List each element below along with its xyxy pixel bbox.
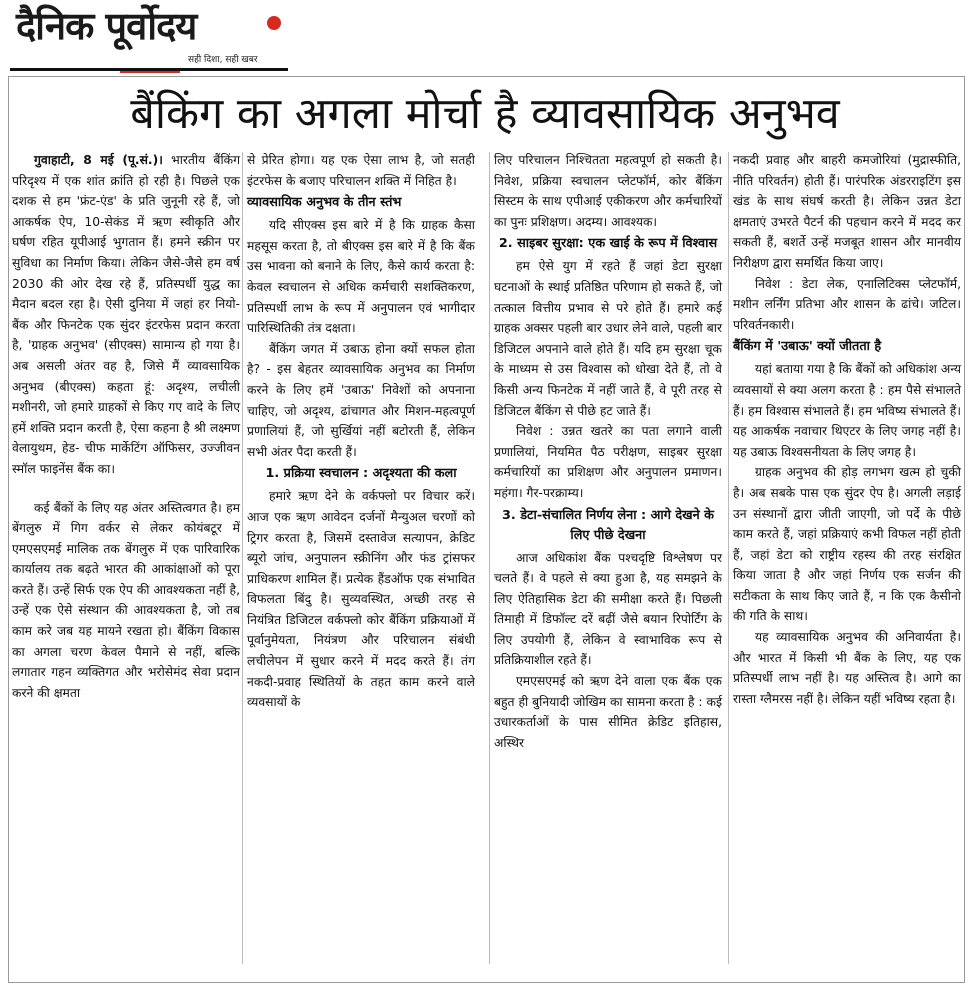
subheading: बैंकिंग में 'उबाऊ' क्यों जीतता है [733,339,882,355]
paragraph: कई बैंकों के लिए यह अंतर अस्तित्वगत है। हम बेंगलुरु में गिग वर्कर से लेकर कोयंबटूर में एमएसएमई मालिक तक बेंगलुरु में एक पारिवारिक कार्यालय तक बढ़ते भारत की आकांक्षाओं को पूरा करते हैं। उन्हें सिर्फ एक ऐप की आवश्यकता नहीं है, उन्हें एक ऐसे संस्थान की आवश्यकता है, जो तब काम करे जब यह मायने रखता हो। बैंकिंग विकास का अगला चरण केवल पैमाने से नहीं, बल्कि लगातार गहन व्यक्तिगत और भरोसेमंद सेवा प्रदान करने की क्षमता [12,500,240,700]
subheading: 2. साइबर सुरक्षा: एक खाई के रूप में विश्वास [498,236,718,252]
article-column-2 [247,150,475,713]
paragraph: नकदी प्रवाह और बाहरी कमजोरियां (मुद्रास्फीति, नीति परिवर्तन) होती हैं। पारंपरिक अंडरराइटिंग इस खंड के साथ संघर्ष करती है। लेकिन उन्नत डेटा क्षमताएं उभरते पैटर्न की पहचान करने में मदद कर सकती हैं, बशर्ते उन्हें मजबूत शासन और मानवीय निरीक्षण द्वारा समर्थित किया जाए। [733,153,961,270]
article-column-3 [494,150,722,753]
paragraph: निवेश : उन्नत खतरे का पता लगाने वाली प्रणालियां, नियमित पैठ परीक्षण, साइबर सुरक्षा कर्मचारियों का प्रशिक्षण और अनुपालन प्रमाणन। महंगा। गैर-परक्राम्य। [494,424,722,500]
paragraph: यहां बताया गया है कि बैंकों को अधिकांश अन्य व्यवसायों से क्या अलग करता है : हम पैसे संभालते हैं। हम विश्वास संभालते हैं। हम भविष्य संभालते हैं। यह आकर्षक नवाचार थिएटर के लिए जगह नहीं है। यह उबाऊ विश्वसनीयता के लिए जगह है। [733,362,961,459]
article-headline: बैंकिंग का अगला मोर्चा है व्यावसायिक अनुभव [130,89,840,139]
column-divider [242,152,243,964]
column-divider [728,152,729,964]
subheading: 1. प्रक्रिया स्वचालन : अदृश्यता की कला [265,466,457,482]
paragraph: से प्रेरित होगा। यह एक ऐसा लाभ है, जो सतही इंटरफेस के बजाए परिचालन शक्ति में निहित है। [247,153,475,188]
paragraph: निवेश : डेटा लेक, एनालिटिक्स प्लेटफॉर्म, मशीन लर्निंग प्रतिभा और शासन के ढांचे। जटिल। परिवर्तनकारी। [733,276,961,332]
paragraph: ग्राहक अनुभव की होड़ लगभग खत्म हो चुकी है। अब सबके पास एक सुंदर ऐप है। अगली लड़ाई उन संस्थानों द्वारा जीती जाएगी, जो पर्दे के पीछे काम करते हैं, जहां प्रक्रियाएं कभी विफल नहीं होती हैं, जहां डेटा को राष्ट्रीय रहस्य की तरह संरक्षित किया जाता है और जहां निर्णय एक सर्जन की सटीकता के साथ किए जाते हैं, न कि एक कैसीनो की गति के साथ। [733,465,961,624]
masthead-accent-rule [120,71,180,73]
masthead-logo: दैनिक पूर्वोदय [16,4,197,48]
dateline: गुवाहाटी, 8 मई (पू.सं.)। [34,153,163,167]
subheading: 3. डेटा-संचालित निर्णय लेना : आगे देखने के लिए पीछे देखना [501,507,715,543]
masthead-tagline: सही दिशा, सही खबर [188,55,258,65]
paragraph: भारतीय बैंकिंग परिदृश्य में एक शांत क्रांति हो रही है। पिछले एक दशक से हम 'फ्रंट-एंड' के प्रति जुनूनी रहे हैं, जो आकर्षक ऐप, 10-सेकंड में ऋण स्वीकृति और घर्षण रहित यूपीआई भुगतान हैं। हमने स्क्रीन पर सुविधा का निर्माण किया। लेकिन जैसे-जैसे हम वर्ष 2030 की ओर देख रहे हैं, प्रतिस्पर्धी युद्ध का मैदान बदल रहा है। ऐसी दुनिया में जहां हर नियो-बैंक और फिनटेक एक सुंदर इंटरफेस प्रदान करता है, 'ग्राहक अनुभव' (सीएक्स) सामान्य हो गया है। अब असली अंतर वह है, जिसे मैं व्यावसायिक अनुभव (बीएक्स) कहता हूं: अदृश्य, लचीली मशीनरी, जो हमारे ग्राहकों से किए गए वादे के लिए हमें शक्ति प्रदान करती है, ऐसा कहना है श्री लक्ष्मण वेलायुथम, हेड- चीफ मार्केटिंग ऑफिसर, उज्जीवन स्मॉल फाइनेंस बैंक का। [12,153,241,476]
logo-dot-icon [267,16,281,30]
paragraph: लिए परिचालन निश्चितता महत्वपूर्ण हो सकती है। निवेश, प्रक्रिया स्वचालन प्लेटफॉर्म, कोर बैंकिंग सिस्टम के साथ एपीआई एकीकरण और कर्मचारियों का पुनः प्रशिक्षण। अदम्य। आवश्यक। [494,153,722,229]
paragraph: बैंकिंग जगत में उबाऊ होना क्यों सफल होता है? - इस बेहतर व्यावसायिक अनुभव का निर्माण करने के लिए हमें 'उबाऊ' निवेशों को अपनाना चाहिए, जो अदृश्य, ढांचागत और मिशन-महत्वपूर्ण प्रणालियां हैं, जो सुर्खियां नहीं बटोरती हैं, लेकिन सभी अंतर पैदा करती हैं। [247,341,475,459]
paragraph: हमारे ऋण देने के वर्कफ्लो पर विचार करें। आज एक ऋण आवेदन दर्जनों मैन्युअल चरणों को ट्रिगर करता है, जिसमें दस्तावेज सत्यापन, क्रेडिट ब्यूरो जांच, अनुपालन स्क्रीनिंग और फंड ट्रांसफर प्राधिकरण शामिल हैं। प्रत्येक हैंडऑफ एक संभावित विफलता बिंदु है। सुव्यवस्थित, अच्छी तरह से नियंत्रित डिजिटल वर्कफ्लो कोर बैंकिंग प्रक्रियाओं में पूर्वानुमेयता, नियंत्रण और परिचालन संबंधी लचीलेपन में सुधार करने में मदद करते हैं। तंग नकदी-प्रवाह स्थितियों के तहत काम करने वाले व्यवसायों के [247,489,475,710]
paragraph: आज अधिकांश बैंक पश्चदृष्टि विश्लेषण पर चलते हैं। वे पहले से क्या हुआ है, यह समझने के लिए ऐतिहासिक डेटा की समीक्षा करते हैं। पिछली तिमाही में डिफॉल्ट दरें बढ़ीं जैसे बयान रिपोर्टिंग के लिए उपयोगी हैं, लेकिन वे स्वाभाविक रूप से प्रतिक्रियाशील रहते हैं। [494,550,722,668]
paragraph: हम ऐसे युग में रहते हैं जहां डेटा सुरक्षा घटनाओं के स्थाई प्रतिष्ठित परिणाम हो सकते हैं, जो तत्काल वित्तीय प्रभाव से परे होते हैं। हमारे कई ग्राहक अक्सर पहली बार उधार लेने वाले, पहली बार डिजिटल अपनाने वाले होते हैं। यदि हम सुरक्षा चूक के माध्यम से उस विश्वास को धोखा देते हैं, तो वे किसी अन्य फिनटेक में नहीं जाते हैं, वे पूरी तरह से डिजिटल बैंकिंग से पीछे हट जाते हैं। [494,259,722,418]
subheading: व्यावसायिक अनुभव के तीन स्तंभ [247,195,402,211]
column-divider [489,152,490,964]
paragraph: एमएसएमई को ऋण देने वाला एक बैंक एक बहुत ही बुनियादी जोखिम का सामना करता है : कई उधारकर्ताओं के पास सीमित क्रेडिट इतिहास, अस्थिर [494,674,722,750]
article-column-1 [12,150,240,703]
masthead [10,0,290,74]
paragraph: यदि सीएक्स इस बारे में है कि ग्राहक कैसा महसूस करता है, तो बीएक्स इस बारे में है कि बैंक उस भावना को बनाने के लिए, कैसे कार्य करता है: केवल स्वचालन से अधिक कर्मचारी सशक्तिकरण, प्रतिस्पर्धी लाभ के रूप में अनुपालन एवं भागीदार पारिस्थितिकी तंत्र दक्षता। [247,218,475,336]
article-column-4 [733,150,961,709]
paragraph: यह व्यावसायिक अनुभव की अनिवार्यता है। और भारत में किसी भी बैंक के लिए, यह एक प्रतिस्पर्धी लाभ नहीं है। यह अस्तित्व है। आगे का रास्ता ग्लैमरस नहीं है। लेकिन यहीं भविष्य रहता है। [733,630,961,706]
